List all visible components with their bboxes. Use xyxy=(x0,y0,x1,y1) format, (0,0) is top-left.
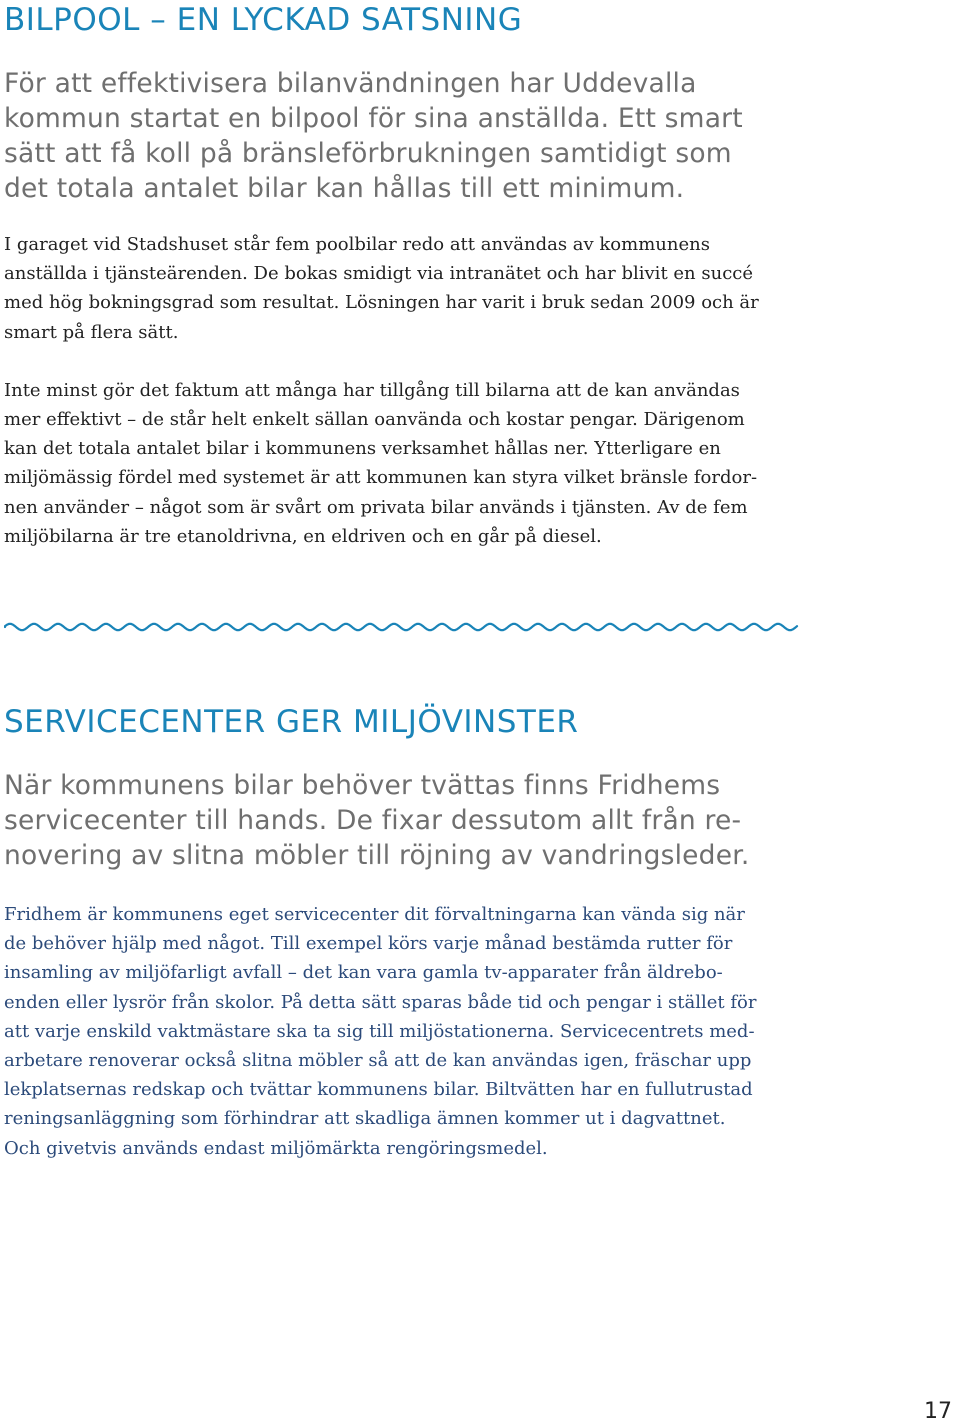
body-line: att varje enskild vaktmästare ska ta sig till miljöstationerna. Servicecentrets med- xyxy=(4,1020,755,1042)
body-line: miljöbilarna är tre etanoldrivna, en eldriven och en går på diesel. xyxy=(4,525,602,547)
lead-line: servicecenter till hands. De fixar dessutom allt från re- xyxy=(4,805,742,836)
lead-paragraph-bilpool xyxy=(4,66,804,206)
body-line: mer effektivt – de står helt enkelt sällan oanvända och kostar pengar. Därigenom xyxy=(4,409,745,431)
body-line: de behöver hjälp med något. Till exempel körs varje månad bestämda rutter för xyxy=(4,933,733,955)
body-line: Och givetvis används endast miljömärkta rengöringsmedel. xyxy=(4,1137,548,1159)
wave-divider-line xyxy=(5,624,797,630)
lead-line: det totala antalet bilar kan hållas till ett minimum. xyxy=(4,173,685,204)
lead-line: novering av slitna möbler till röjning av vandringsleder. xyxy=(4,840,750,871)
body-line: nen använder – något som är svårt om privata bilar används i tjänsten. Av de fem xyxy=(4,496,748,518)
section-bilpool xyxy=(4,0,804,551)
body-line: Fridhem är kommunens eget servicecenter dit förvaltningarna kan vända sig när xyxy=(4,904,745,925)
body-paragraph-garage xyxy=(4,230,804,347)
lead-line: sätt att få koll på bränsleförbrukningen samtidigt som xyxy=(4,138,732,169)
body-line: enden eller lysrör från skolor. På detta sätt sparas både tid och pengar i stället för xyxy=(4,991,757,1013)
lead-line: För att effektivisera bilanvändningen har Uddevalla xyxy=(4,68,697,99)
body-paragraph-fridhem xyxy=(4,900,804,1163)
body-line: miljömässig fördel med systemet är att kommunen kan styra vilket bränsle fordor- xyxy=(4,467,758,489)
body-line: arbetare renoverar också slitna möbler så att de kan användas igen, fräschar upp xyxy=(4,1050,752,1072)
lead-line: kommun startat en bilpool för sina anställda. Ett smart xyxy=(4,103,743,134)
body-line: I garaget vid Stadshuset står fem poolbilar redo att användas av kommunens xyxy=(4,234,710,255)
body-line: anställda i tjänsteärenden. De bokas smidigt via intranätet och har blivit en succé xyxy=(4,263,754,285)
body-line: smart på flera sätt. xyxy=(4,321,179,343)
body-line: med hög bokningsgrad som resultat. Lösningen har varit i bruk sedan 2009 och är xyxy=(4,292,759,314)
section-title-servicecenter: SERVICECENTER GER MILJÖVINSTER xyxy=(4,704,579,740)
body-line: insamling av miljöfarligt avfall – det kan vara gamla tv-apparater från äldrebo- xyxy=(4,962,723,984)
body-line: reningsanläggning som förhindrar att skadliga ämnen kommer ut i dagvattnet. xyxy=(4,1108,726,1130)
body-paragraph-efficiency xyxy=(4,376,804,551)
wave-divider xyxy=(4,616,800,638)
body-line: Inte minst gör det faktum att många har tillgång till bilarna att de kan användas xyxy=(4,379,740,401)
section-title-bilpool: BILPOOL – EN LYCKAD SATSNING xyxy=(4,2,523,38)
body-line: lekplatsernas redskap och tvättar kommunens bilar. Biltvätten har en fullutrustad xyxy=(4,1079,753,1101)
body-line: kan det totala antalet bilar i kommunens verksamhet hållas ner. Ytterligare en xyxy=(4,438,721,460)
lead-paragraph-servicecenter xyxy=(4,768,804,873)
lead-line: När kommunens bilar behöver tvättas finns Fridhems xyxy=(4,770,721,801)
section-servicecenter xyxy=(4,703,804,1163)
page-number: 17 xyxy=(924,1399,952,1424)
